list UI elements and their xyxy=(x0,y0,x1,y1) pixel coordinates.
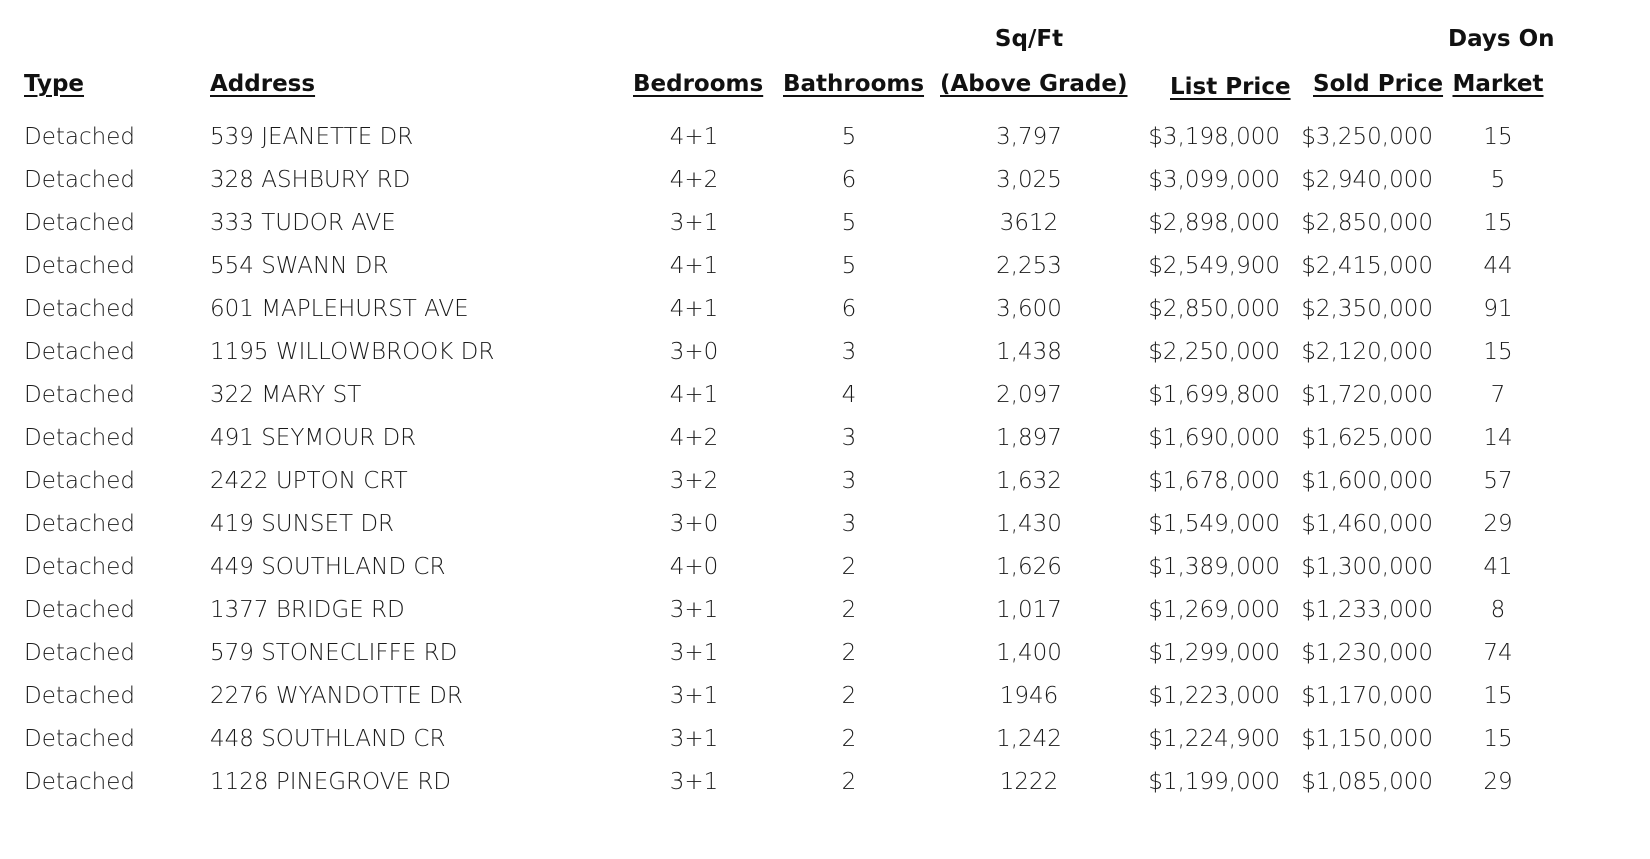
cell-address: 448 SOUTHLAND CR xyxy=(210,726,446,752)
cell-list-price: $3,099,000 xyxy=(1148,167,1280,193)
cell-type: Detached xyxy=(24,425,135,451)
cell-days-on-market: 29 xyxy=(1483,511,1513,537)
cell-bathrooms: 6 xyxy=(841,167,857,193)
cell-days-on-market: 7 xyxy=(1490,382,1506,408)
cell-sold-price: $2,350,000 xyxy=(1301,296,1433,322)
cell-bedrooms: 4+0 xyxy=(669,554,719,580)
cell-days-on-market: 41 xyxy=(1483,554,1513,580)
cell-sold-price: $1,300,000 xyxy=(1301,554,1433,580)
cell-bedrooms: 4+1 xyxy=(669,253,719,279)
table-row xyxy=(0,331,1650,374)
cell-type: Detached xyxy=(24,382,135,408)
cell-bedrooms: 3+1 xyxy=(669,640,719,666)
cell-sqft: 1222 xyxy=(999,769,1059,795)
cell-address: 419 SUNSET DR xyxy=(210,511,395,537)
cell-days-on-market: 74 xyxy=(1483,640,1513,666)
cell-address: 601 MAPLEHURST AVE xyxy=(210,296,469,322)
cell-type: Detached xyxy=(24,339,135,365)
cell-bathrooms: 5 xyxy=(841,210,857,236)
cell-address: 449 SOUTHLAND CR xyxy=(210,554,446,580)
header-sold-price-label: Sold Price xyxy=(1313,71,1444,97)
cell-sqft: 1,430 xyxy=(996,511,1062,537)
cell-days-on-market: 14 xyxy=(1483,425,1513,451)
cell-list-price: $1,678,000 xyxy=(1148,468,1280,494)
cell-list-price: $1,299,000 xyxy=(1148,640,1280,666)
header-bathrooms-label: Bathrooms xyxy=(783,71,925,97)
cell-address: 2422 UPTON CRT xyxy=(210,468,408,494)
cell-sold-price: $1,460,000 xyxy=(1301,511,1433,537)
cell-sold-price: $2,120,000 xyxy=(1301,339,1433,365)
table-row xyxy=(0,632,1650,675)
cell-list-price: $1,389,000 xyxy=(1148,554,1280,580)
cell-bedrooms: 3+1 xyxy=(669,210,719,236)
header-sqft-bottom: (Above Grade) xyxy=(940,71,1128,97)
cell-sold-price: $2,850,000 xyxy=(1301,210,1433,236)
cell-address: 539 JEANETTE DR xyxy=(210,124,414,150)
cell-days-on-market: 8 xyxy=(1490,597,1506,623)
table-row xyxy=(0,503,1650,546)
table-row xyxy=(0,675,1650,718)
cell-list-price: $2,850,000 xyxy=(1148,296,1280,322)
cell-bedrooms: 3+2 xyxy=(669,468,719,494)
table-row xyxy=(0,202,1650,245)
cell-bathrooms: 3 xyxy=(841,425,857,451)
cell-sqft: 3,025 xyxy=(996,167,1062,193)
table-row xyxy=(0,288,1650,331)
cell-type: Detached xyxy=(24,726,135,752)
table-row xyxy=(0,417,1650,460)
header-bedrooms-label: Bedrooms xyxy=(633,71,764,97)
cell-type: Detached xyxy=(24,683,135,709)
cell-address: 328 ASHBURY RD xyxy=(210,167,411,193)
header-dom-bottom: Market xyxy=(1452,71,1544,97)
cell-days-on-market: 15 xyxy=(1483,124,1513,150)
cell-days-on-market: 15 xyxy=(1483,726,1513,752)
cell-bathrooms: 6 xyxy=(841,296,857,322)
cell-bedrooms: 4+1 xyxy=(669,124,719,150)
header-sqft xyxy=(940,25,1128,98)
cell-sold-price: $2,940,000 xyxy=(1301,167,1433,193)
cell-address: 2276 WYANDOTTE DR xyxy=(210,683,463,709)
table-row xyxy=(0,116,1650,159)
cell-list-price: $1,699,800 xyxy=(1148,382,1280,408)
cell-list-price: $1,223,000 xyxy=(1148,683,1280,709)
cell-sqft: 1,626 xyxy=(996,554,1062,580)
table-row xyxy=(0,159,1650,202)
table-row xyxy=(0,761,1650,804)
header-list-price-label: List Price xyxy=(1170,74,1291,100)
cell-type: Detached xyxy=(24,597,135,623)
cell-days-on-market: 15 xyxy=(1483,683,1513,709)
cell-sqft: 3,797 xyxy=(996,124,1062,150)
cell-days-on-market: 15 xyxy=(1483,339,1513,365)
cell-type: Detached xyxy=(24,167,135,193)
cell-bedrooms: 3+1 xyxy=(669,726,719,752)
cell-sqft: 1,438 xyxy=(996,339,1062,365)
cell-address: 1195 WILLOWBROOK DR xyxy=(210,339,495,365)
cell-bathrooms: 2 xyxy=(841,726,857,752)
cell-sqft: 1,400 xyxy=(996,640,1062,666)
cell-sold-price: $1,233,000 xyxy=(1301,597,1433,623)
cell-bathrooms: 2 xyxy=(841,554,857,580)
cell-list-price: $1,549,000 xyxy=(1148,511,1280,537)
cell-days-on-market: 57 xyxy=(1483,468,1513,494)
table-row xyxy=(0,546,1650,589)
table-row xyxy=(0,589,1650,632)
cell-type: Detached xyxy=(24,296,135,322)
table-row xyxy=(0,718,1650,761)
cell-sqft: 3,600 xyxy=(996,296,1062,322)
cell-sqft: 2,097 xyxy=(996,382,1062,408)
cell-bedrooms: 4+2 xyxy=(669,167,719,193)
header-address-label: Address xyxy=(210,71,316,97)
cell-type: Detached xyxy=(24,769,135,795)
header-days-on-market xyxy=(1448,25,1555,98)
cell-bedrooms: 3+1 xyxy=(669,597,719,623)
cell-bedrooms: 4+2 xyxy=(669,425,719,451)
cell-type: Detached xyxy=(24,253,135,279)
cell-list-price: $2,898,000 xyxy=(1148,210,1280,236)
cell-sold-price: $1,230,000 xyxy=(1301,640,1433,666)
cell-bathrooms: 3 xyxy=(841,511,857,537)
cell-sold-price: $1,170,000 xyxy=(1301,683,1433,709)
cell-bathrooms: 5 xyxy=(841,124,857,150)
cell-list-price: $2,250,000 xyxy=(1148,339,1280,365)
cell-list-price: $1,269,000 xyxy=(1148,597,1280,623)
cell-address: 322 MARY ST xyxy=(210,382,362,408)
cell-type: Detached xyxy=(24,468,135,494)
cell-sqft: 3612 xyxy=(999,210,1059,236)
cell-bathrooms: 3 xyxy=(841,468,857,494)
header-sqft-top: Sq/Ft xyxy=(994,26,1064,52)
cell-sold-price: $1,600,000 xyxy=(1301,468,1433,494)
cell-list-price: $2,549,900 xyxy=(1148,253,1280,279)
cell-address: 1377 BRIDGE RD xyxy=(210,597,405,623)
cell-sqft: 1,632 xyxy=(996,468,1062,494)
cell-days-on-market: 5 xyxy=(1490,167,1506,193)
cell-type: Detached xyxy=(24,511,135,537)
cell-address: 1128 PINEGROVE RD xyxy=(210,769,452,795)
cell-bathrooms: 5 xyxy=(841,253,857,279)
cell-list-price: $1,199,000 xyxy=(1148,769,1280,795)
cell-bathrooms: 2 xyxy=(841,683,857,709)
header-address xyxy=(210,70,315,98)
cell-sold-price: $1,150,000 xyxy=(1301,726,1433,752)
cell-sold-price: $3,250,000 xyxy=(1301,124,1433,150)
cell-bedrooms: 3+0 xyxy=(669,339,719,365)
cell-sqft: 1,017 xyxy=(996,597,1062,623)
cell-days-on-market: 44 xyxy=(1483,253,1513,279)
header-dom-top: Days On xyxy=(1448,26,1555,52)
cell-sqft: 1,897 xyxy=(996,425,1062,451)
cell-type: Detached xyxy=(24,554,135,580)
cell-type: Detached xyxy=(24,124,135,150)
cell-address: 333 TUDOR AVE xyxy=(210,210,396,236)
cell-days-on-market: 91 xyxy=(1483,296,1513,322)
cell-type: Detached xyxy=(24,640,135,666)
table-row xyxy=(0,245,1650,288)
cell-sqft: 2,253 xyxy=(996,253,1062,279)
header-type-label: Type xyxy=(24,71,85,97)
cell-sold-price: $1,720,000 xyxy=(1301,382,1433,408)
cell-list-price: $1,690,000 xyxy=(1148,425,1280,451)
cell-list-price: $3,198,000 xyxy=(1148,124,1280,150)
cell-address: 579 STONECLIFFE RD xyxy=(210,640,458,666)
header-type xyxy=(24,70,84,98)
table-row xyxy=(0,374,1650,417)
cell-days-on-market: 29 xyxy=(1483,769,1513,795)
header-bedrooms xyxy=(633,70,764,98)
table-row xyxy=(0,460,1650,503)
cell-sqft: 1,242 xyxy=(996,726,1062,752)
cell-list-price: $1,224,900 xyxy=(1148,726,1280,752)
cell-bedrooms: 3+0 xyxy=(669,511,719,537)
cell-sqft: 1946 xyxy=(999,683,1059,709)
header-sold-price xyxy=(1313,70,1444,98)
cell-bathrooms: 4 xyxy=(841,382,857,408)
header-list-price xyxy=(1170,73,1291,101)
cell-bathrooms: 2 xyxy=(841,640,857,666)
cell-sold-price: $1,625,000 xyxy=(1301,425,1433,451)
cell-bedrooms: 3+1 xyxy=(669,683,719,709)
cell-bedrooms: 4+1 xyxy=(669,382,719,408)
cell-type: Detached xyxy=(24,210,135,236)
cell-address: 554 SWANN DR xyxy=(210,253,389,279)
cell-bedrooms: 4+1 xyxy=(669,296,719,322)
cell-bathrooms: 2 xyxy=(841,597,857,623)
cell-bathrooms: 2 xyxy=(841,769,857,795)
cell-bedrooms: 3+1 xyxy=(669,769,719,795)
cell-sold-price: $1,085,000 xyxy=(1301,769,1433,795)
header-bathrooms xyxy=(783,70,925,98)
cell-sold-price: $2,415,000 xyxy=(1301,253,1433,279)
cell-address: 491 SEYMOUR DR xyxy=(210,425,417,451)
cell-bathrooms: 3 xyxy=(841,339,857,365)
cell-days-on-market: 15 xyxy=(1483,210,1513,236)
